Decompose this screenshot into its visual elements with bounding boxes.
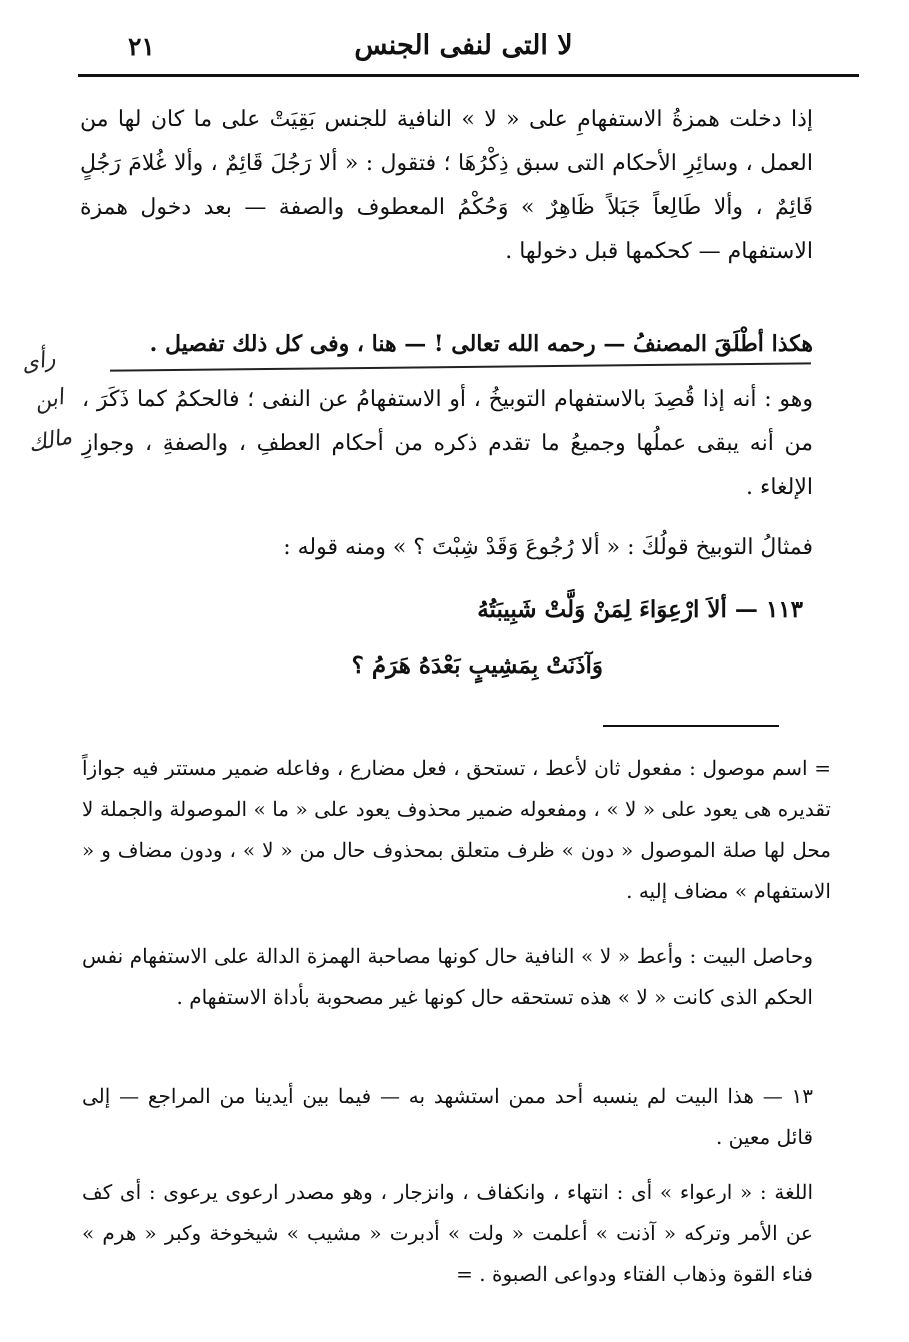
page-number: ٢١ [128,32,155,61]
verse-line-2: وَآذَنَتْ بِمَشِيبٍ بَعْدَهُ هَرَمُ ؟ [351,652,603,679]
footnote-separator [603,725,779,727]
footnote-1: = اسم موصول : مفعول ثان لأعط ، تستحق ، فعل مضارع ، وفاعله ضمير مستتر فيه جوازاً تقديره هى يعود على « لا » ، ومفعوله ضمير محذوف يعود على « ما » الموصولة والجملة لا محل لها صلة الموصول « دون » ظرف متعلق بمحذوف حال من « لا » ، ودون مضاف و « الاستفهام » مضاف إليه . [82,756,831,903]
footnote-3: ١٣ — هذا البيت لم ينسبه أحد ممن استشهد به — فيما بين أيدينا من المراجع — إلى قائل معين . [82,1084,813,1149]
running-title: لا التى لنفى الجنس [354,30,573,61]
paragraph-2: هكذا أطْلَقَ المصنفُ — رحمه الله تعالى ! — هنا ، وفى كل ذلك تفصيل . [149,331,813,357]
handwritten-margin-note: رأى ابن مالك [19,345,75,458]
verse-line-1: ١١٣ — ألاَ ارْعِوَاءَ لِمَنْ وَلَّتْ شَبِيبَتُهُ [477,596,803,623]
footnote-4: اللغة : « ارعواء » أى : انتهاء ، وانكفاف ، وانزجار ، وهو مصدر ارعوى يرعوى : أى كف عن الأمر وتركه « آذنت » أعلمت « ولت » أدبرت « مشيب » شيخوخة وكبر « هرم » فناء القوة وذهاب الفتاء ودواعى الصبوة . = [82,1180,813,1286]
page-header [78,22,849,72]
footnote-2: وحاصل البيت : وأعط « لا » النافية حال كونها مصاحبة الهمزة الدالة على الاستفهام نفس الحكم الذى كانت « لا » هذه تستحقه حال كونها غير مصحوبة بأداة الاستفهام . [82,944,813,1009]
paragraph-4: فمثالُ التوبيخ قولُكَ : « ألا رُجُوعَ وَقَدْ شِبْتَ ؟ » ومنه قوله : [283,535,813,560]
paragraph-1: إذا دخلت همزةُ الاستفهامِ على « لا » النافية للجنس بَقِيَتْ على ما كان لها من العمل ، وسائِرِ الأحكام التى سبق ذِكْرُهَا ؛ فتقول : « ألا رَجُلَ قَائِمٌ ، وألا غُلامَ رَجُلٍ قَائِمٌ ، وألا طَالِعاً جَبَلاً ظَاهِرٌ » وَحُكْمُ المعطوف والصفة — بعد دخول همزة الاستفهام — كحكمها قبل دخولها . [80,107,813,264]
header-rule [78,74,859,77]
paragraph-3: وهو : أنه إذا قُصِدَ بالاستفهام التوبيخُ ، أو الاستفهامُ عن النفى ؛ فالحكمُ كما ذَكَرَ ، من أنه يبقى عملُها وجميعُ ما تقدم ذكره من أحكام العطفِ ، والصفةِ ، وجوازِ الإلغاء . [82,387,813,500]
